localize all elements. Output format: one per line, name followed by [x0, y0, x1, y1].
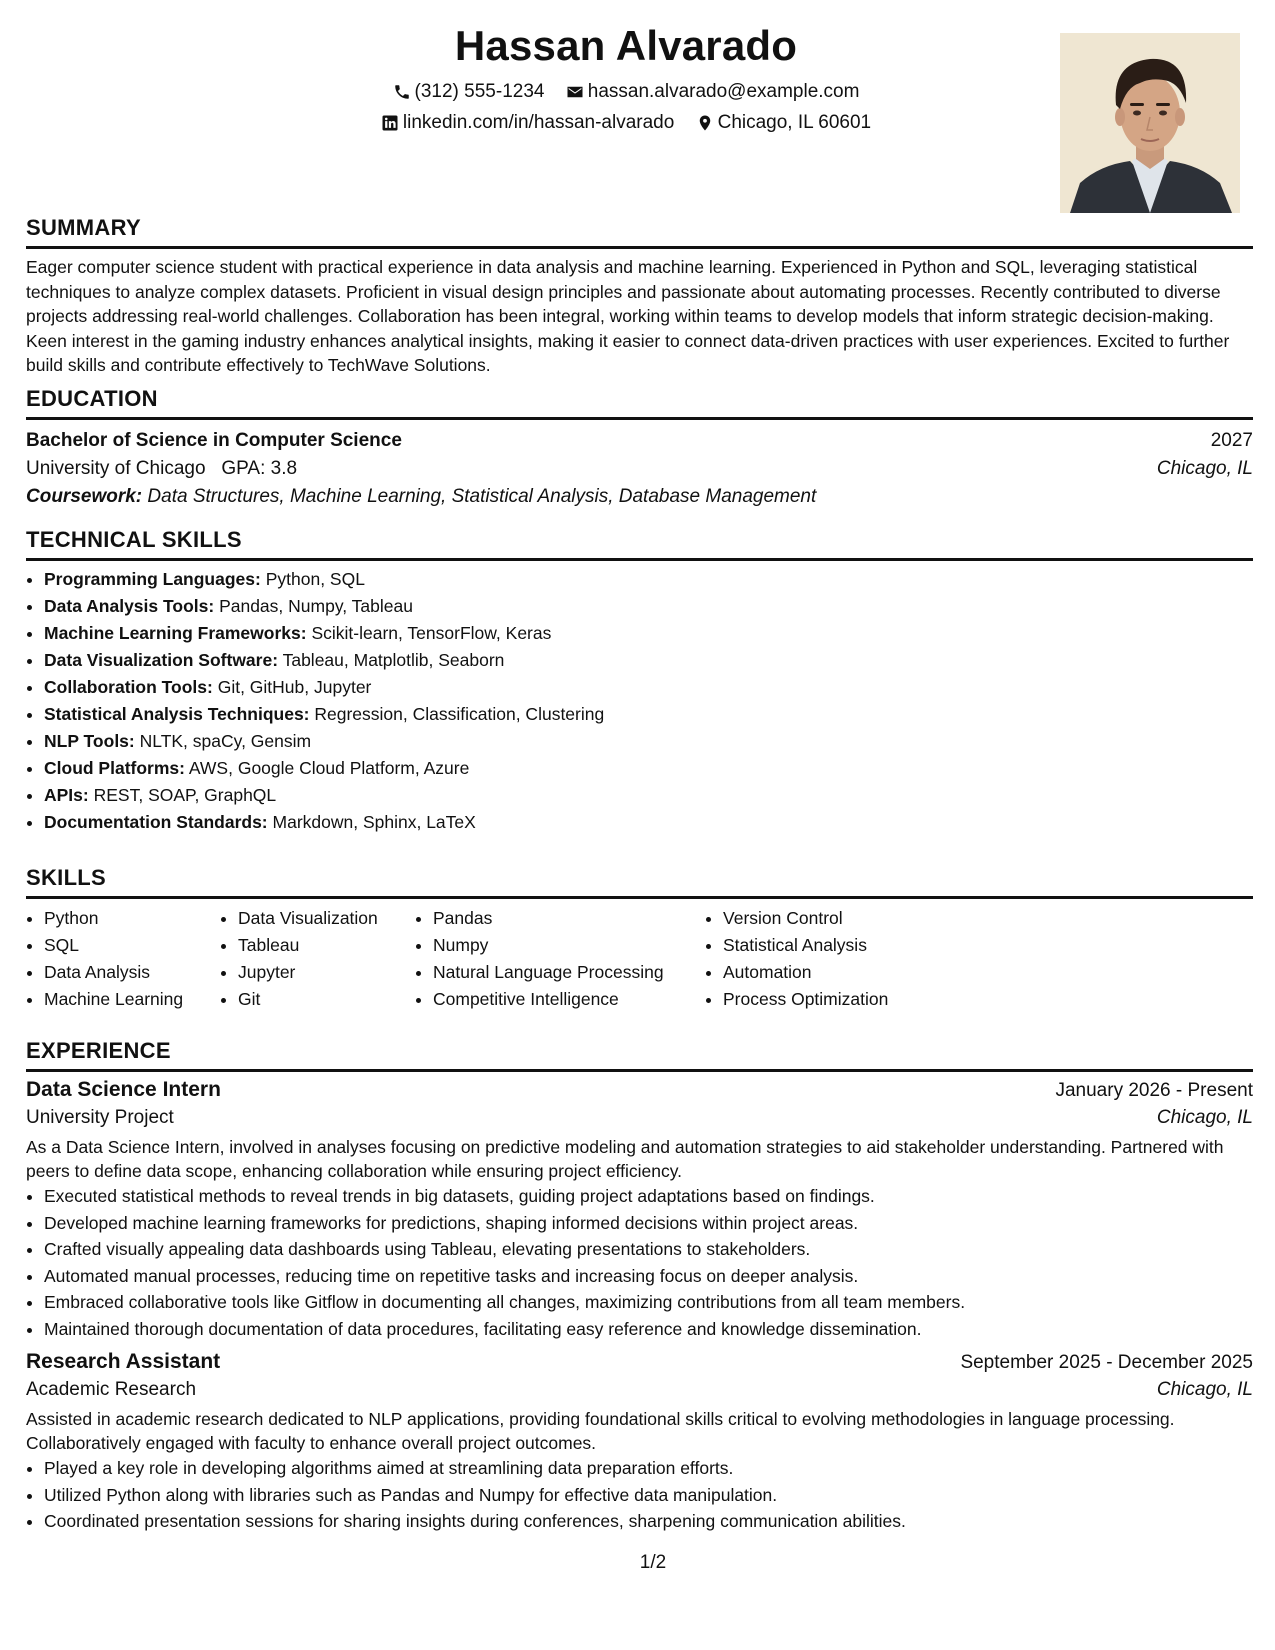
map-pin-icon: [696, 114, 714, 132]
skill-category: NLP Tools:: [44, 731, 135, 751]
list-item: • Natural Language Processing: [433, 959, 705, 986]
list-item: • Python: [44, 905, 220, 932]
skill-values: Tableau, Matplotlib, Seaborn: [282, 650, 505, 670]
summary-text: Eager computer science student with practical experience in data analysis and machine learning. Experienced in Python and SQL, leveraging statistical techniques to analyze complex datasets. Proficient in visual design principles and passionate about automating processes. Recently contributed to diverse projects addressing real-world challenges. Collaboration has been integral, working within teams to develop models that inform strategic decision-making. Keen interest in the gaming industry enhances analytical insights, making it easier to connect data-driven practices with user experiences. Excited to further build skills and contribute effectively to TechWave Solutions.: [26, 257, 1230, 375]
list-item: • Statistical Analysis: [723, 932, 983, 959]
technical-skills-section: [26, 526, 1253, 836]
list-item: • Process Optimization: [723, 986, 983, 1013]
phone-text: (312) 555-1234: [414, 81, 545, 102]
skill-values: NLTK, spaCy, Gensim: [139, 731, 312, 751]
list-item: [44, 809, 1253, 836]
coursework-line: [26, 486, 1253, 508]
list-item: • Pandas: [433, 905, 705, 932]
candidate-name: Hassan Alvarado: [454, 22, 798, 69]
list-item: • Played a key role in developing algorithms aimed at streamlining data preparation efforts.: [44, 1455, 1253, 1482]
list-item: • Git: [238, 986, 415, 1013]
experience-heading: EXPERIENCE: [26, 1037, 1253, 1072]
page-number: 1/2: [639, 1552, 667, 1573]
list-item: • Version Control: [723, 905, 983, 932]
job-org-row: [26, 1107, 1253, 1129]
list-item: • Embraced collaborative tools like Gitflow in documenting all changes, maximizing contributions from all team members.: [44, 1289, 1253, 1316]
list-item: • Maintained thorough documentation of data procedures, facilitating easy reference and knowledge dissemination.: [44, 1316, 1253, 1343]
skill-values: Markdown, Sphinx, LaTeX: [272, 812, 476, 832]
list-item: [44, 674, 1253, 701]
resume-header: [26, 0, 1253, 218]
list-item: • Numpy: [433, 932, 705, 959]
skills-column-3: [415, 905, 705, 1013]
list-item: • Executed statistical methods to reveal trends in big datasets, guiding project adaptations based on findings.: [44, 1183, 1253, 1210]
resume-page: [26, 0, 1253, 1650]
skill-category: Machine Learning Frameworks:: [44, 623, 307, 643]
phone-icon: [393, 83, 411, 101]
list-item: • Crafted visually appealing data dashboards using Tableau, elevating presentations to stakeholders.: [44, 1236, 1253, 1263]
list-item: • Machine Learning: [44, 986, 220, 1013]
list-item: [44, 647, 1253, 674]
linkedin-contact[interactable]: [381, 112, 674, 134]
education-school-row: [26, 458, 1253, 480]
list-item: [44, 755, 1253, 782]
school-name: University of Chicago: [26, 458, 206, 479]
job-title: Research Assistant: [26, 1350, 221, 1373]
school-location: Chicago, IL: [1156, 458, 1253, 479]
skill-values: Regression, Classification, Clustering: [314, 704, 605, 724]
job-dates: January 2026 - Present: [1055, 1080, 1253, 1101]
list-item: • Coordinated presentation sessions for sharing insights during conferences, sharpening communication abilities.: [44, 1508, 1253, 1535]
list-item: [44, 701, 1253, 728]
contact-line-2: [26, 112, 1226, 138]
list-item: • Competitive Intelligence: [433, 986, 705, 1013]
list-item: • Developed machine learning frameworks for predictions, shaping informed decisions within project areas.: [44, 1210, 1253, 1237]
skill-values: REST, SOAP, GraphQL: [93, 785, 277, 805]
graduation-year: 2027: [1210, 430, 1253, 451]
location-contact: [696, 112, 872, 134]
job-location: Chicago, IL: [1156, 1107, 1253, 1128]
skills-column-4: [705, 905, 983, 1013]
list-item: • SQL: [44, 932, 220, 959]
skill-values: AWS, Google Cloud Platform, Azure: [188, 758, 470, 778]
skill-values: Scikit-learn, TensorFlow, Keras: [311, 623, 552, 643]
job-dates: September 2025 - December 2025: [960, 1352, 1253, 1373]
job-description: As a Data Science Intern, involved in analyses focusing on predictive modeling and automation strategies to aid stakeholder understanding. Partnered with peers to define data scope, enhancing collaboration while ensuring project efficiency.: [26, 1137, 1224, 1181]
skill-values: Pandas, Numpy, Tableau: [219, 596, 413, 616]
summary-section: [26, 214, 1253, 378]
skill-values: Python, SQL: [265, 569, 365, 589]
technical-skills-heading: TECHNICAL SKILLS: [26, 526, 1253, 561]
summary-heading: SUMMARY: [26, 214, 1253, 249]
skill-category: Data Analysis Tools:: [44, 596, 215, 616]
skill-category: Programming Languages:: [44, 569, 261, 589]
profile-photo: [1060, 33, 1240, 213]
skills-grid: [26, 905, 1253, 1013]
list-item: [44, 782, 1253, 809]
education-degree-row: [26, 430, 1253, 452]
coursework-list: Data Structures, Machine Learning, Statistical Analysis, Database Management: [147, 486, 817, 507]
contact-line-1: [26, 81, 1226, 107]
skill-category: Collaboration Tools:: [44, 677, 213, 697]
job-location: Chicago, IL: [1156, 1379, 1253, 1400]
skill-category: Statistical Analysis Techniques:: [44, 704, 310, 724]
list-item: [44, 620, 1253, 647]
skill-category: Documentation Standards:: [44, 812, 268, 832]
coursework-label: Coursework:: [26, 486, 143, 507]
list-item: [44, 728, 1253, 755]
envelope-icon: [566, 83, 584, 101]
job-title-row: [26, 1078, 1253, 1102]
job-description: Assisted in academic research dedicated to NLP applications, providing foundational skills critical to evolving methodologies in language processing. Collaboratively engaged with faculty to enhance overall project outcomes.: [26, 1409, 1175, 1453]
skills-section: [26, 864, 1253, 1013]
school-info: [26, 458, 297, 480]
job-bullets: [26, 1455, 1253, 1535]
skill-category: Data Visualization Software:: [44, 650, 279, 670]
skills-column-1: [26, 905, 220, 1013]
list-item: • Utilized Python along with libraries such as Pandas and Numpy for effective data manipulation.: [44, 1482, 1253, 1509]
job-entry: [26, 1078, 1253, 1342]
experience-section: [26, 1037, 1253, 1535]
education-heading: EDUCATION: [26, 385, 1253, 420]
linkedin-text: linkedin.com/in/hassan-alvarado: [402, 112, 675, 133]
gpa: GPA: 3.8: [221, 458, 298, 479]
skills-heading: SKILLS: [26, 864, 1253, 899]
email-contact[interactable]: [566, 81, 860, 103]
list-item: • Automated manual processes, reducing time on repetitive tasks and increasing focus on deeper analysis.: [44, 1263, 1253, 1290]
list-item: • Jupyter: [238, 959, 415, 986]
linkedin-icon: [381, 114, 399, 132]
phone-contact[interactable]: [393, 81, 545, 103]
list-item: • Data Visualization: [238, 905, 415, 932]
location-text: Chicago, IL 60601: [717, 112, 872, 133]
job-entry: [26, 1350, 1253, 1535]
skill-values: Git, GitHub, Jupyter: [217, 677, 372, 697]
skill-category: Cloud Platforms:: [44, 758, 185, 778]
list-item: [44, 566, 1253, 593]
job-title: Data Science Intern: [26, 1078, 221, 1101]
job-org: Academic Research: [26, 1379, 197, 1400]
skills-column-2: [220, 905, 415, 1013]
job-bullets: [26, 1183, 1253, 1342]
list-item: • Automation: [723, 959, 983, 986]
job-org-row: [26, 1379, 1253, 1401]
list-item: [44, 593, 1253, 620]
job-org: University Project: [26, 1107, 174, 1128]
job-title-row: [26, 1350, 1253, 1374]
list-item: • Data Analysis: [44, 959, 220, 986]
technical-skills-list: [26, 566, 1253, 836]
list-item: • Tableau: [238, 932, 415, 959]
degree-name: Bachelor of Science in Computer Science: [26, 430, 402, 451]
skill-category: APIs:: [44, 785, 89, 805]
education-section: [26, 385, 1253, 508]
email-text: hassan.alvarado@example.com: [587, 81, 860, 102]
